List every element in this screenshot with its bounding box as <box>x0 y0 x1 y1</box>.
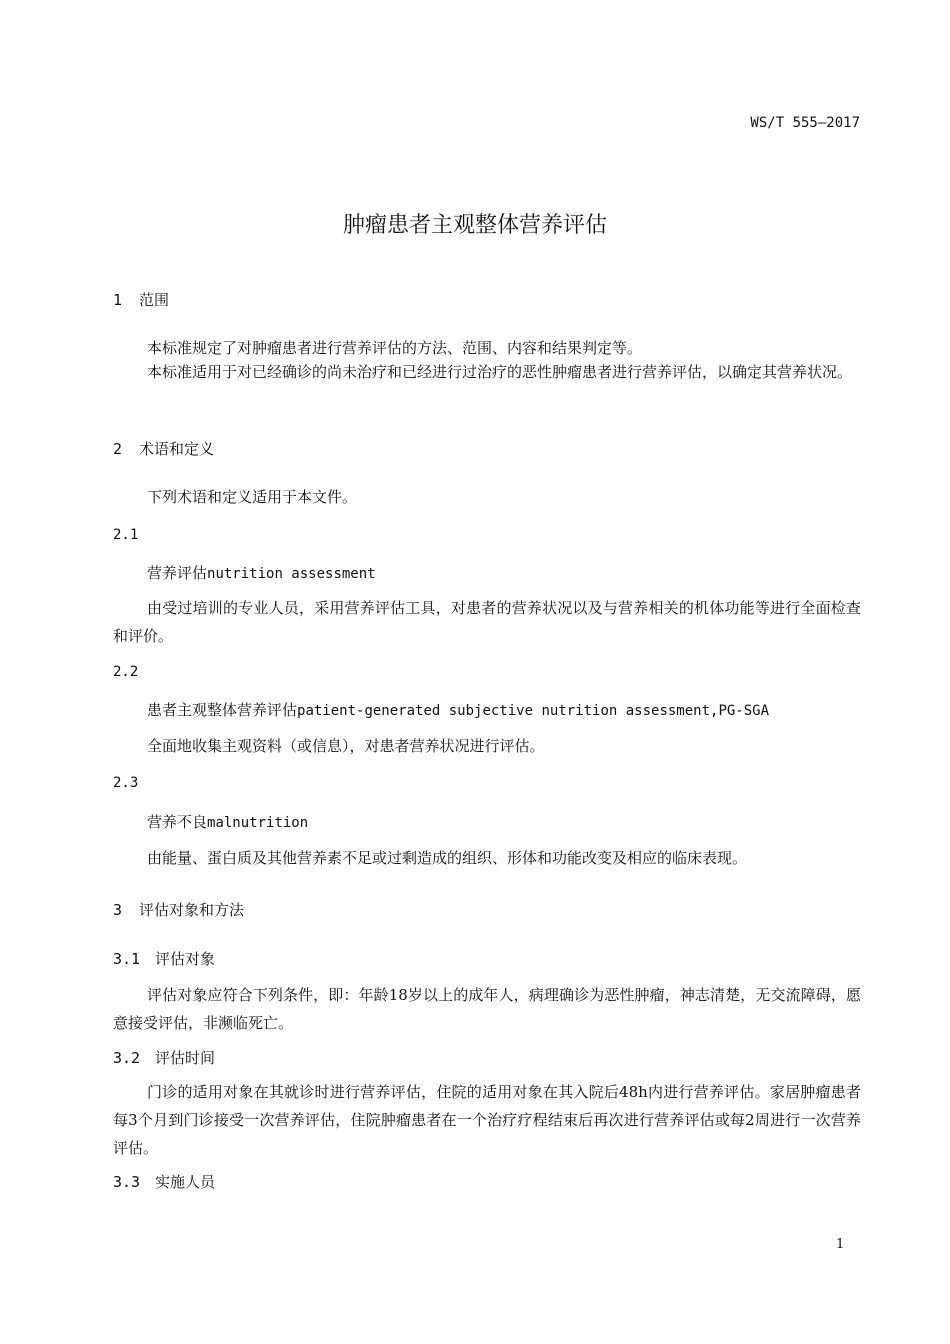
term-heading <box>147 699 769 720</box>
subsection-heading <box>113 1047 215 1068</box>
term-number: 2.2 <box>113 664 139 680</box>
section-number: 1 <box>113 291 123 309</box>
term-definition: 由受过培训的专业人员，采用营养评估工具，对患者的营养状况以及与营养相关的机体功能等进行全面检查和评价。 <box>113 599 861 645</box>
page-number: 1 <box>836 1237 845 1252</box>
section-number: 3 <box>113 901 123 919</box>
subsection-title: 实施人员 <box>155 1173 216 1191</box>
subsection-title: 评估时间 <box>155 1049 216 1067</box>
subsection-number: 3.1 <box>113 950 141 968</box>
term-definition: 由能量、蛋白质及其他营养素不足或过剩造成的组织、形体和功能改变及相应的临床表现。 <box>147 849 748 867</box>
term-en: malnutrition <box>207 815 309 831</box>
section-title: 评估对象和方法 <box>139 901 245 919</box>
section-number: 2 <box>113 440 123 458</box>
term-number: 2.3 <box>113 775 139 791</box>
subsection-number: 3.3 <box>113 1173 141 1191</box>
section-heading-scope <box>113 289 169 310</box>
term-heading <box>147 562 376 583</box>
term-zh: 营养不良 <box>147 813 208 831</box>
term-definition: 全面地收集主观资料（或信息），对患者营养状况进行评估。 <box>147 737 545 755</box>
subsection-heading <box>113 948 215 969</box>
term-zh: 患者主观整体营养评估 <box>147 701 298 719</box>
term-en: patient-generated subjective nutrition assessment,PG-SGA <box>297 703 770 719</box>
term-zh: 营养评估 <box>147 564 208 582</box>
term-en: nutrition assessment <box>207 566 376 582</box>
section-title: 范围 <box>139 291 170 309</box>
terms-intro: 下列术语和定义适用于本文件。 <box>147 488 358 506</box>
scope-paragraph-2: 本标准适用于对已经确诊的尚未治疗和已经进行过治疗的恶性肿瘤患者进行营养评估，以确定其营养状况。 <box>147 363 853 381</box>
subsection-text: 评估对象应符合下列条件，即：年龄18岁以上的成年人，病理确诊为恶性肿瘤，神志清楚，无交流障碍，愿意接受评估，非濒临死亡。 <box>113 986 861 1032</box>
section-heading-methods <box>113 899 244 920</box>
subsection-heading <box>113 1171 215 1192</box>
subsection-text: 门诊的适用对象在其就诊时进行营养评估，住院的适用对象在其入院后48h内进行营养评估。家居肿瘤患者每3个月到门诊接受一次营养评估，住院肿瘤患者在一个治疗疗程结束后再次进行营养评估或每2周进行一次营养评估。 <box>113 1083 861 1157</box>
scope-paragraph-1: 本标准规定了对肿瘤患者进行营养评估的方法、范围、内容和结果判定等。 <box>147 339 643 357</box>
term-number: 2.1 <box>113 527 139 543</box>
subsection-number: 3.2 <box>113 1049 141 1067</box>
section-title: 术语和定义 <box>139 440 215 458</box>
subsection-title: 评估对象 <box>155 950 216 968</box>
page-title: 肿瘤患者主观整体营养评估 <box>342 213 607 238</box>
document-code: WS/T 555—2017 <box>750 115 860 131</box>
section-heading-terms <box>113 438 214 459</box>
term-heading <box>147 811 308 832</box>
